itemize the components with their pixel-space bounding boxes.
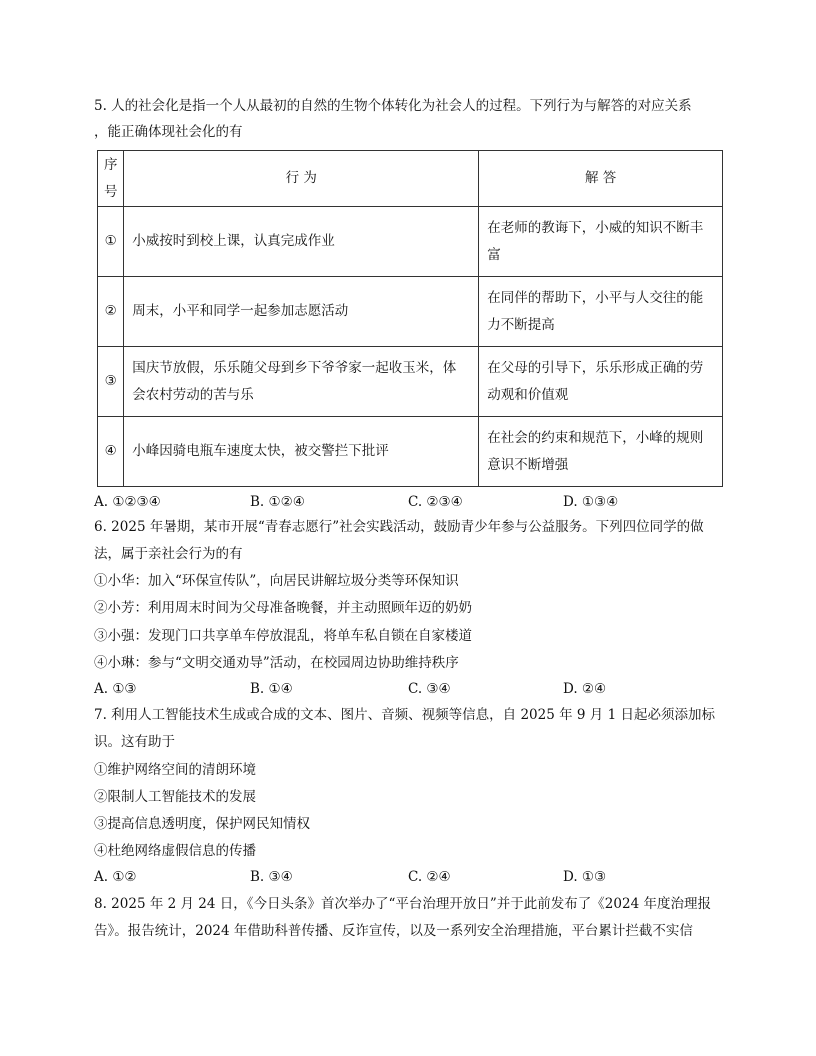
behavior-line: 国庆节放假，乐乐随父母到乡下爷爷家一起收玉米，体 [132,359,457,376]
row-answer [479,277,723,347]
header-num-char2: 号 [104,183,118,200]
q7-option-b: B. ③④ [250,869,293,885]
row-behavior [124,417,479,487]
q7-option-c: C. ②④ [408,869,451,885]
q7-item-1: ①维护网络空间的清朗环境 [94,762,256,778]
q6-option-d: D. ②④ [563,681,607,697]
row-answer [479,417,723,487]
row-behavior [124,207,479,277]
row-num: ① [98,207,124,277]
answer-line: 在老师的教诲下，小威的知识不断丰 [487,219,704,236]
header-behavior: 行 为 [124,151,479,207]
answer-line: 在社会的约束和规范下，小峰的规则 [487,429,704,446]
q5-stem-line1: 5. 人的社会化是指一个人从最初的自然的生物个体转化为社会人的过程。下列行为与解答的对应关系 [94,98,692,114]
q6-option-a: A. ①③ [94,681,137,697]
q6-item-2: ②小芳：利用周末时间为父母准备晚餐，并主动照顾年迈的奶奶 [94,600,472,616]
q8-stem-line2: 告》。报告统计，2024 年借助科普传播、反诈宣传，以及一系列安全治理措施，平台累计拦截不实信 [94,923,693,939]
table-row [98,417,723,487]
answer-line: 力不断提高 [487,316,555,333]
table-row [98,277,723,347]
header-num-char1: 序 [104,156,118,173]
header-num [98,151,124,207]
q7-item-3: ③提高信息透明度，保护网民知情权 [94,816,310,832]
q7-item-2: ②限制人工智能技术的发展 [94,789,256,805]
table-header-row [98,151,723,207]
header-answer: 解 答 [479,151,723,207]
row-behavior [124,347,479,417]
q5-option-a: A. ①②③④ [94,494,161,510]
behavior-line: 周末，小平和同学一起参加志愿活动 [132,303,349,319]
q5-table [97,150,723,487]
q5-option-d: D. ①③④ [563,494,619,510]
row-behavior [124,277,479,347]
behavior-line: 小峰因骑电瓶车速度太快，被交警拦下批评 [132,443,389,459]
q7-stem-line2: 识。这有助于 [94,734,175,750]
q7-option-d: D. ①③ [563,869,607,885]
row-answer [479,207,723,277]
q7-stem-line1: 7. 利用人工智能技术生成或合成的文本、图片、音频、视频等信息，自 2025 年 9 月 1 日起必须添加标 [94,707,715,723]
q7-item-4: ④杜绝网络虚假信息的传播 [94,843,256,859]
table-row [98,347,723,417]
q5-stem-line2: ，能正确体现社会化的有 [94,124,243,140]
q6-option-c: C. ③④ [408,681,451,697]
answer-line: 在同伴的帮助下，小平与人交往的能 [487,289,704,306]
row-num: ② [98,277,124,347]
row-num: ④ [98,417,124,487]
q6-stem-line2: 法，属于亲社会行为的有 [94,546,243,562]
answer-line: 动观和价值观 [487,386,569,403]
q6-stem-line1: 6. 2025 年暑期，某市开展“青春志愿行”社会实践活动，鼓励青少年参与公益服务。下列四位同学的做 [94,519,704,535]
answer-line: 在父母的引导下，乐乐形成正确的劳 [487,359,704,376]
row-num: ③ [98,347,124,417]
q8-stem-line1: 8. 2025 年 2 月 24 日，《今日头条》首次举办了“平台治理开放日”并于此前发布了《2024 年度治理报 [94,896,711,912]
q6-item-3: ③小强：发现门口共享单车停放混乱，将单车私自锁在自家楼道 [94,628,472,644]
table-row [98,207,723,277]
behavior-line: 小威按时到校上课，认真完成作业 [132,233,335,249]
q6-item-4: ④小琳：参与“文明交通劝导”活动，在校园周边协助维持秩序 [94,655,459,671]
q5-option-b: B. ①②④ [250,494,305,510]
answer-line: 富 [487,246,501,263]
q7-option-a: A. ①② [94,869,137,885]
row-answer [479,347,723,417]
behavior-line: 会农村劳动的苦与乐 [132,386,254,403]
q6-option-b: B. ①④ [250,681,293,697]
q6-item-1: ①小华：加入“环保宣传队”，向居民讲解垃圾分类等环保知识 [94,573,459,589]
answer-line: 意识不断增强 [487,456,569,473]
q5-option-c: C. ②③④ [408,494,463,510]
